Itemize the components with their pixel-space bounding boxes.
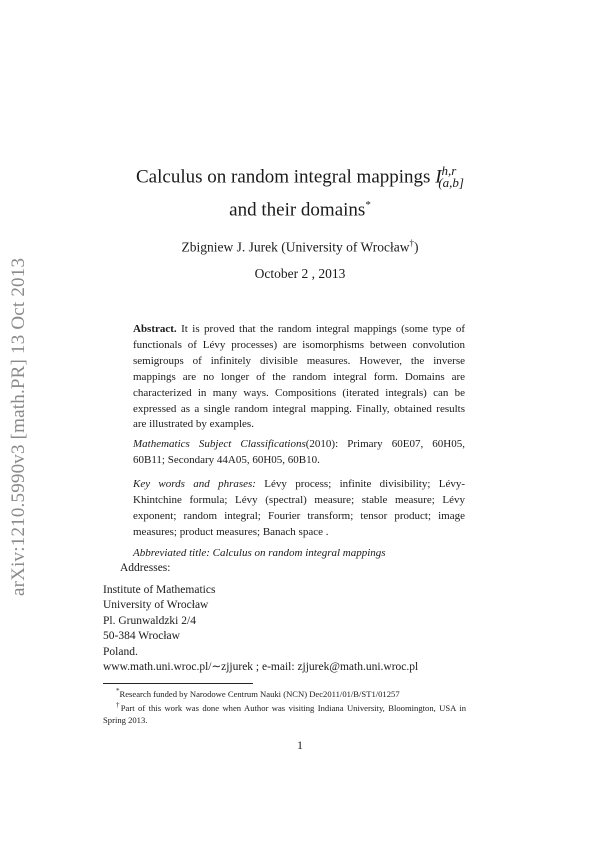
addresses-heading: Addresses: [120, 562, 171, 574]
footnote-item [103, 700, 466, 726]
abstract-paragraph [133, 322, 465, 433]
footnote-text: Research funded by Narodowe Centrum Nauki (NCN) Dec2011/01/B/ST1/01257 [119, 688, 400, 699]
keywords-paragraph [133, 477, 465, 541]
footnotes-section [103, 686, 466, 726]
title-text-line2 [100, 194, 500, 221]
address-line: University of Wrocław [103, 599, 209, 611]
abstract-section [133, 322, 465, 564]
footnote-divider [103, 683, 253, 684]
address-contact-line: www.math.uni.wroc.pl/∼zjjurek ; e-mail: zjjurek@math.uni.wroc.pl [103, 661, 419, 673]
address-line: Pl. Grunwaldzki 2/4 [103, 614, 196, 627]
abbrev-label: Abbreviated title: [133, 546, 210, 559]
paper-date: October 2 , 2013 [254, 266, 346, 281]
title-math-symbol [435, 160, 464, 194]
author-close-paren: ) [413, 239, 419, 255]
footnote-item [103, 686, 466, 700]
msc-text: (2010): Primary 60E07, 60H05, 60B11; Secondary 44A05, 60H05, 60B10. [133, 438, 465, 467]
keywords-text: Lévy process; infinite divisibility; Lévy-Khintchine formula; Lévy (spectral) measure; stable measure; Lévy exponent; random integral; Fourier transform; tensor product; image measures; product measures; Banach space . [133, 478, 465, 538]
author-line [100, 238, 500, 256]
abstract-label: Abstract. [133, 323, 177, 335]
paper-title [100, 160, 500, 221]
addresses-section [103, 561, 418, 676]
title-footnote-mark: * [365, 199, 371, 212]
math-subscript: (a,b] [438, 175, 464, 191]
msc-label: Mathematics Subject Classifications [133, 438, 306, 451]
author-footnote-mark: † [409, 238, 414, 248]
address-line: Poland. [103, 645, 138, 658]
footnote-mark: * [116, 687, 120, 695]
keywords-label: Key words and phrases: [133, 478, 256, 491]
address-line: Institute of Mathematics [103, 583, 216, 596]
math-superscript: h,r [441, 163, 457, 178]
abstract-text: It is proved that the random integral mappings (some type of functionals of Lévy processes) are isomorphisms between convolution semigroups of infinitely divisible measures. However, the inverse mappings are no longer of the random integral form. Domains are characterized in many ways. Compositions (iterated integrals) can be expressed as a single random integral mapping. Finally, obtained results are illustrated by examples. [133, 323, 465, 431]
math-base: I [435, 166, 442, 188]
author-name: Zbigniew J. Jurek (University of Wrocław [181, 239, 410, 255]
title-line2-text: and their domains [229, 199, 366, 221]
footnote-text: Part of this work was done when Author was visiting Indiana University, Bloomington, USA in Spring 2013. [103, 703, 467, 725]
abbrev-text: Calculus on random integral mappings [209, 546, 386, 559]
msc-paragraph [133, 437, 465, 469]
footnote-mark: † [116, 701, 121, 710]
title-text-line1: Calculus on random integral mappings [136, 166, 436, 188]
address-line: 50-384 Wrocław [103, 630, 180, 642]
abbreviated-title-paragraph [133, 546, 465, 562]
page-number: 1 [297, 738, 303, 752]
arxiv-identifier-stamp: arXiv:1210.5990v3 [math.PR] 13 Oct 2013 [8, 257, 29, 596]
